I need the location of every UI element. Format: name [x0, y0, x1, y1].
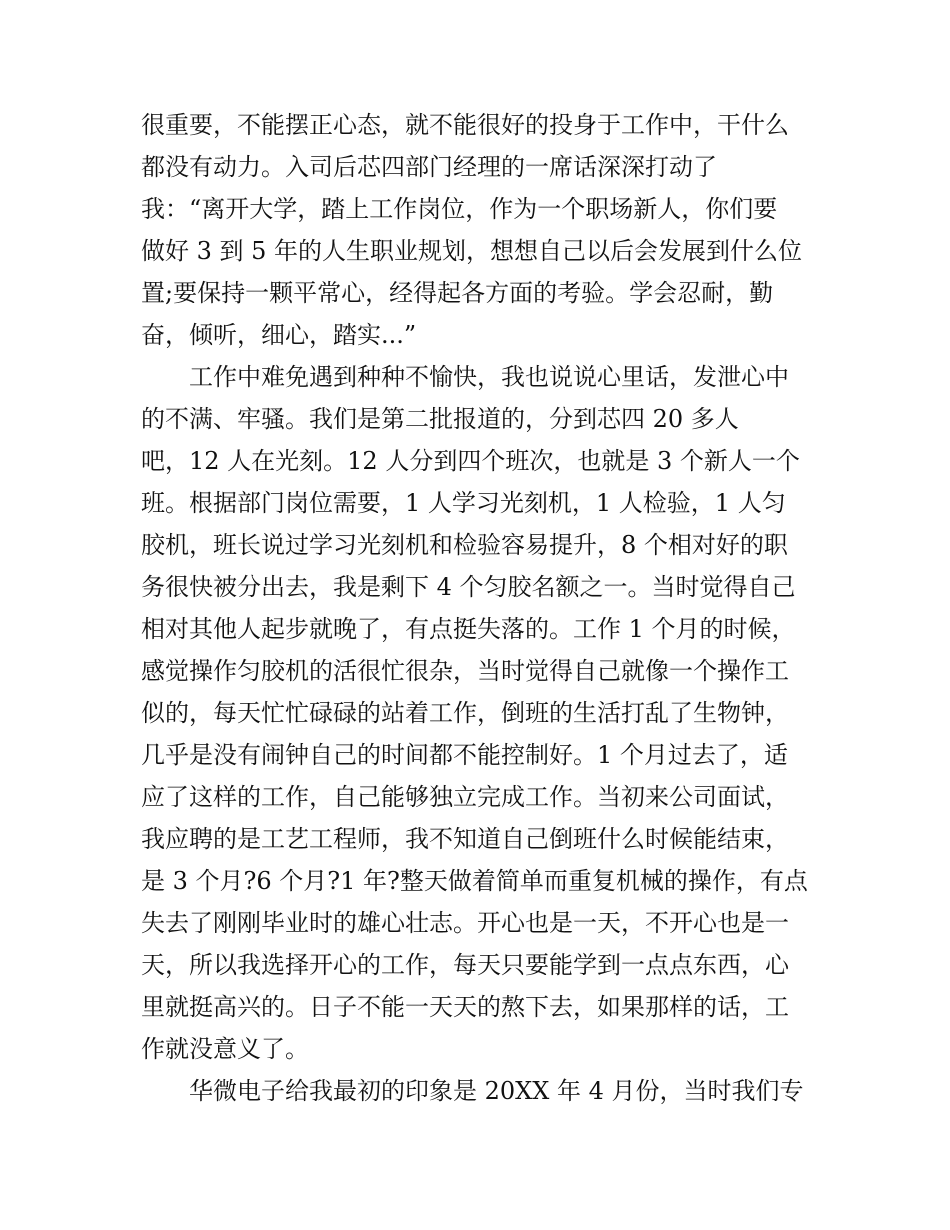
text-line: 相对其他人起步就晚了，有点挺失落的。工作 1 个月的时候，	[141, 615, 796, 643]
text-line: 我应聘的是工艺工程师，我不知道自己倒班什么时候能结束，	[141, 825, 789, 853]
text-line: 胶机，班长说过学习光刻机和检验容易提升，8 个相对好的职	[141, 531, 788, 559]
text-line: 的不满、牢骚。我们是第二批报道的，分到芯四 20 多人	[141, 405, 739, 433]
body-text	[141, 104, 821, 1112]
text-line: 置;要保持一颗平常心，经得起各方面的考验。学会忍耐，勤	[141, 279, 774, 307]
text-line: 作就没意义了。	[141, 1035, 309, 1063]
text-line: 天，所以我选择开心的工作，每天只要能学到一点点东西，心	[141, 951, 789, 979]
text-line: 奋，倾听，细心，踏实...”	[141, 321, 417, 349]
text-line: 里就挺高兴的。日子不能一天天的熬下去，如果那样的话，工	[141, 993, 789, 1021]
text-line: 感觉操作匀胶机的活很忙很杂，当时觉得自己就像一个操作工	[141, 657, 789, 685]
text-line: 很重要，不能摆正心态，就不能很好的投身于工作中，干什么	[141, 111, 789, 139]
text-line: 似的，每天忙忙碌碌的站着工作，倒班的生活打乱了生物钟，	[141, 699, 789, 727]
text-line: 失去了刚刚毕业时的雄心壮志。开心也是一天，不开心也是一	[141, 909, 789, 937]
text-line: 几乎是没有闹钟自己的时间都不能控制好。1 个月过去了，适	[141, 741, 788, 769]
text-line: 应了这样的工作，自己能够独立完成工作。当初来公司面试，	[141, 783, 789, 811]
text-line: 都没有动力。入司后芯四部门经理的一席话深深打动了	[141, 153, 717, 181]
text-line: 吧，12 人在光刻。12 人分到四个班次，也就是 3 个新人一个	[141, 447, 800, 475]
text-line: 是 3 个月?6 个月?1 年?整天做着简单而重复机械的操作，有点	[141, 867, 808, 895]
text-line: 工作中难免遇到种种不愉快，我也说说心里话，发泄心中	[189, 363, 789, 391]
text-line: 务很快被分出去，我是剩下 4 个匀胶名额之一。当时觉得自己	[141, 573, 796, 601]
text-line: 做好 3 到 5 年的人生职业规划，想想自己以后会发展到什么位	[141, 237, 803, 265]
text-line: 我：“离开大学，踏上工作岗位，作为一个职场新人，你们要	[141, 195, 778, 223]
text-line: 华微电子给我最初的印象是 20XX 年 4 月份，当时我们专	[189, 1077, 804, 1105]
text-line: 班。根据部门岗位需要，1 人学习光刻机，1 人检验，1 人匀	[141, 489, 786, 517]
